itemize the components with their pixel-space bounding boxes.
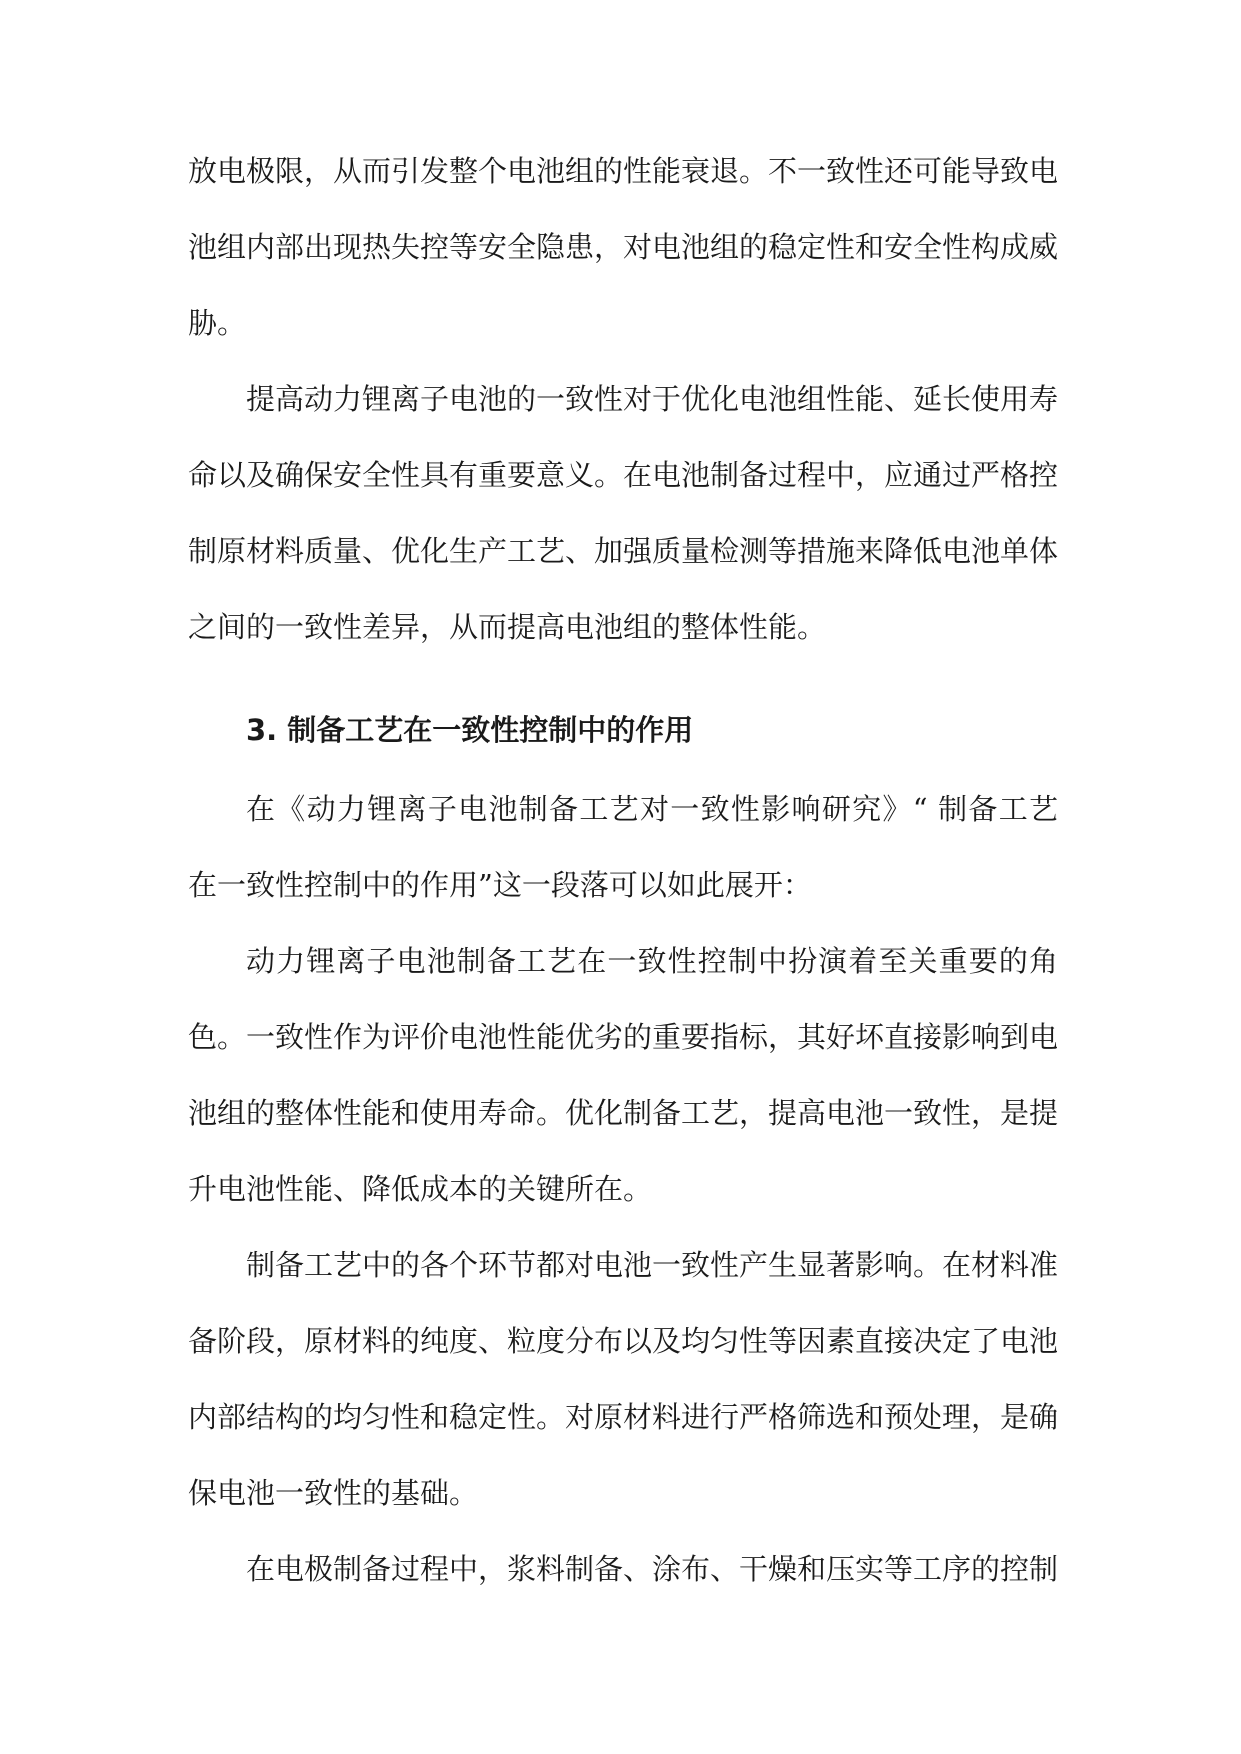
paragraph-4-line-3: 池组的整体性能和使用寿命。优化制备工艺，提高电池一致性，是提 [188,1096,1059,1130]
paragraph-4-line-4: 升电池性能、降低成本的关键所在。 [188,1172,653,1206]
paragraph-6-line-1: 在电极制备过程中，浆料制备、涂布、干燥和压实等工序的控制 [246,1552,1059,1586]
paragraph-5-line-4: 保电池一致性的基础。 [188,1476,479,1510]
paragraph-1-line-1: 放电极限，从而引发整个电池组的性能衰退。不一致性还可能导致电 [188,154,1059,188]
paragraph-2-line-2: 命以及确保安全性具有重要意义。在电池制备过程中，应通过严格控 [188,458,1059,492]
paragraph-2-line-1: 提高动力锂离子电池的一致性对于优化电池组性能、延长使用寿 [246,382,1059,416]
paragraph-3-line-1: 在《动力锂离子电池制备工艺对一致性影响研究》“ 制备工艺 [246,792,1058,826]
paragraph-3-line-2: 在一致性控制中的作用”这一段落可以如此展开： [188,868,812,902]
paragraph-2-line-3: 制原材料质量、优化生产工艺、加强质量检测等措施来降低电池单体 [188,534,1059,568]
section-heading: 3. 制备工艺在一致性控制中的作用 [246,713,694,747]
paragraph-5-line-1: 制备工艺中的各个环节都对电池一致性产生显著影响。在材料准 [246,1248,1059,1282]
paragraph-2-line-4: 之间的一致性差异，从而提高电池组的整体性能。 [188,610,827,644]
paragraph-1-line-3: 胁。 [188,306,247,340]
paragraph-5-line-3: 内部结构的均匀性和稳定性。对原材料进行严格筛选和预处理，是确 [188,1400,1059,1434]
paragraph-5-line-2: 备阶段，原材料的纯度、粒度分布以及均匀性等因素直接决定了电池 [188,1324,1059,1358]
paragraph-4-line-1: 动力锂离子电池制备工艺在一致性控制中扮演着至关重要的角 [246,944,1058,978]
paragraph-1-line-2: 池组内部出现热失控等安全隐患，对电池组的稳定性和安全性构成威 [188,230,1059,264]
paragraph-4-line-2: 色。一致性作为评价电池性能优劣的重要指标，其好坏直接影响到电 [188,1020,1059,1054]
